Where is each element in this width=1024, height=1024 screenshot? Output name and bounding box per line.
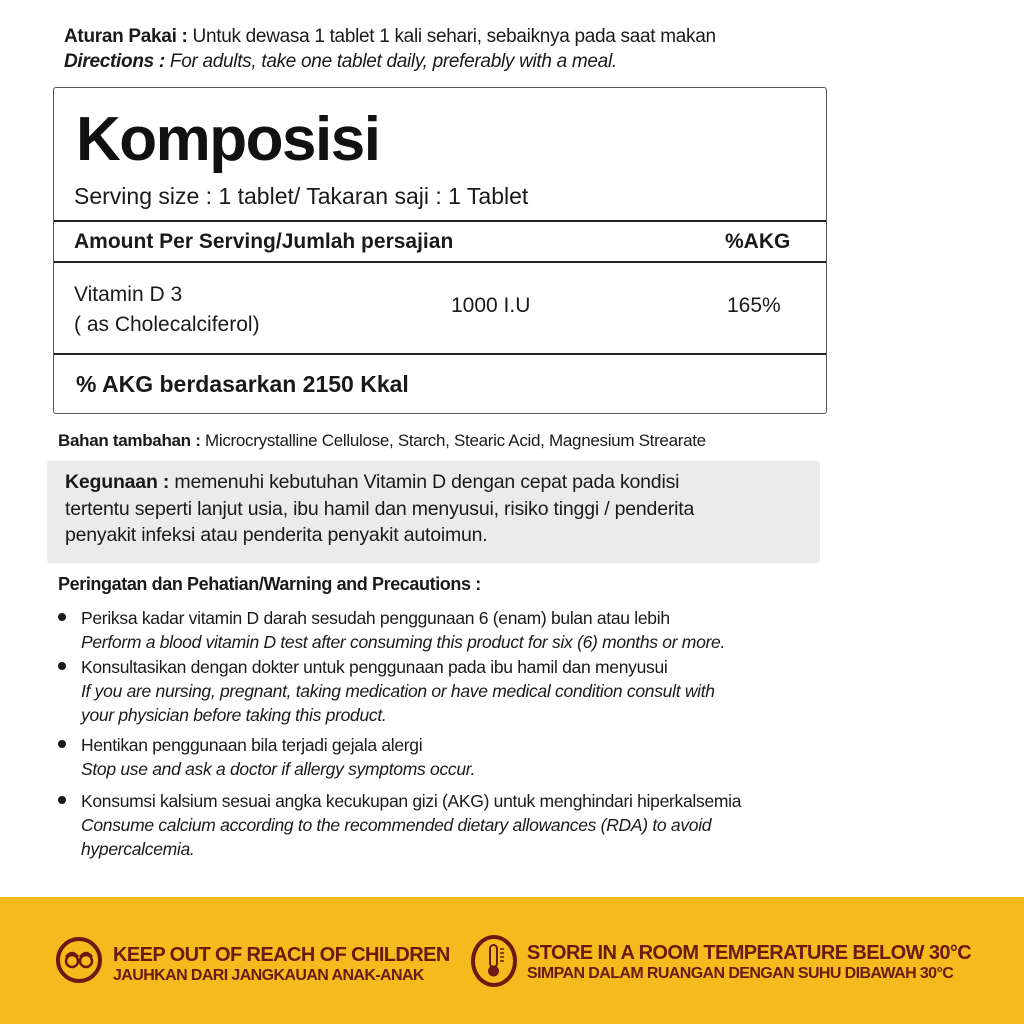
children-warning-id: JAUHKAN DARI JANGKAUAN ANAK-ANAK [113, 967, 424, 984]
directions-en: Directions : For adults, take one tablet daily, preferably with a meal. [64, 51, 617, 72]
list-item: Periksa kadar vitamin D darah sesudah penggunaan 6 (enam) bulan atau lebih Perform a blood vitamin D test after consuming this product for six (6) months or more. [58, 606, 725, 654]
nutrient-amount: 1000 I.U [451, 294, 531, 317]
list-item: Hentikan penggunaan bila terjadi gejala alergi Stop use and ask a doctor if allergy symptoms occur. [58, 733, 475, 781]
list-item: Konsumsi kalsium sesuai angka kecukupan gizi (AKG) untuk menghindari hiperkalsemia Consume calcium according to the recommended dietary allowances (RDA) to avoid hypercalcemia. [58, 789, 741, 861]
serving-size: Serving size : 1 tablet/ Takaran saji : 1 Tablet [74, 183, 529, 209]
akg-basis: % AKG berdasarkan 2150 Kkal [76, 371, 409, 397]
storage-en: STORE IN A ROOM TEMPERATURE BELOW 30°C [527, 942, 972, 964]
composition-title: Komposisi [76, 105, 380, 174]
divider [54, 353, 826, 355]
usage-box: Kegunaan : memenuhi kebutuhan Vitamin D dengan cepat pada kondisi tertentu seperti lanjut usia, ibu hamil dan menyusui, risiko tinggi / penderita penyakit infeksi atau penderita penyakit autoimun. [47, 461, 820, 563]
divider [54, 261, 826, 263]
header-amount: Amount Per Serving/Jumlah persajian [74, 230, 454, 253]
bullet-icon [58, 613, 66, 621]
children-icon [56, 937, 102, 983]
warning-band [0, 897, 1024, 1024]
divider [54, 220, 826, 222]
additives: Bahan tambahan : Microcrystalline Cellulose, Starch, Stearic Acid, Magnesium Strearate [58, 431, 706, 450]
directions-id: Aturan Pakai : Untuk dewasa 1 tablet 1 kali sehari, sebaiknya pada saat makan [64, 26, 716, 47]
warnings-title: Peringatan dan Pehatian/Warning and Precautions : [58, 574, 481, 594]
thermometer-icon [471, 935, 517, 987]
composition-table [53, 87, 827, 414]
storage-id: SIMPAN DALAM RUANGAN DENGAN SUHU DIBAWAH 30°C [527, 965, 954, 982]
header-akg: %AKG [725, 230, 791, 253]
nutrient-name: Vitamin D 3 [74, 283, 183, 306]
nutrient-akg: 165% [727, 294, 781, 317]
list-item: Konsultasikan dengan dokter untuk penggunaan pada ibu hamil dan menyusui If you are nursing, pregnant, taking medication or have medical condition consult with your physician before taking this product. [58, 655, 715, 727]
children-warning-en: KEEP OUT OF REACH OF CHILDREN [113, 944, 450, 966]
bullet-icon [58, 662, 66, 670]
nutrient-source: ( as Cholecalciferol) [74, 313, 260, 336]
bullet-icon [58, 740, 66, 748]
bullet-icon [58, 796, 66, 804]
